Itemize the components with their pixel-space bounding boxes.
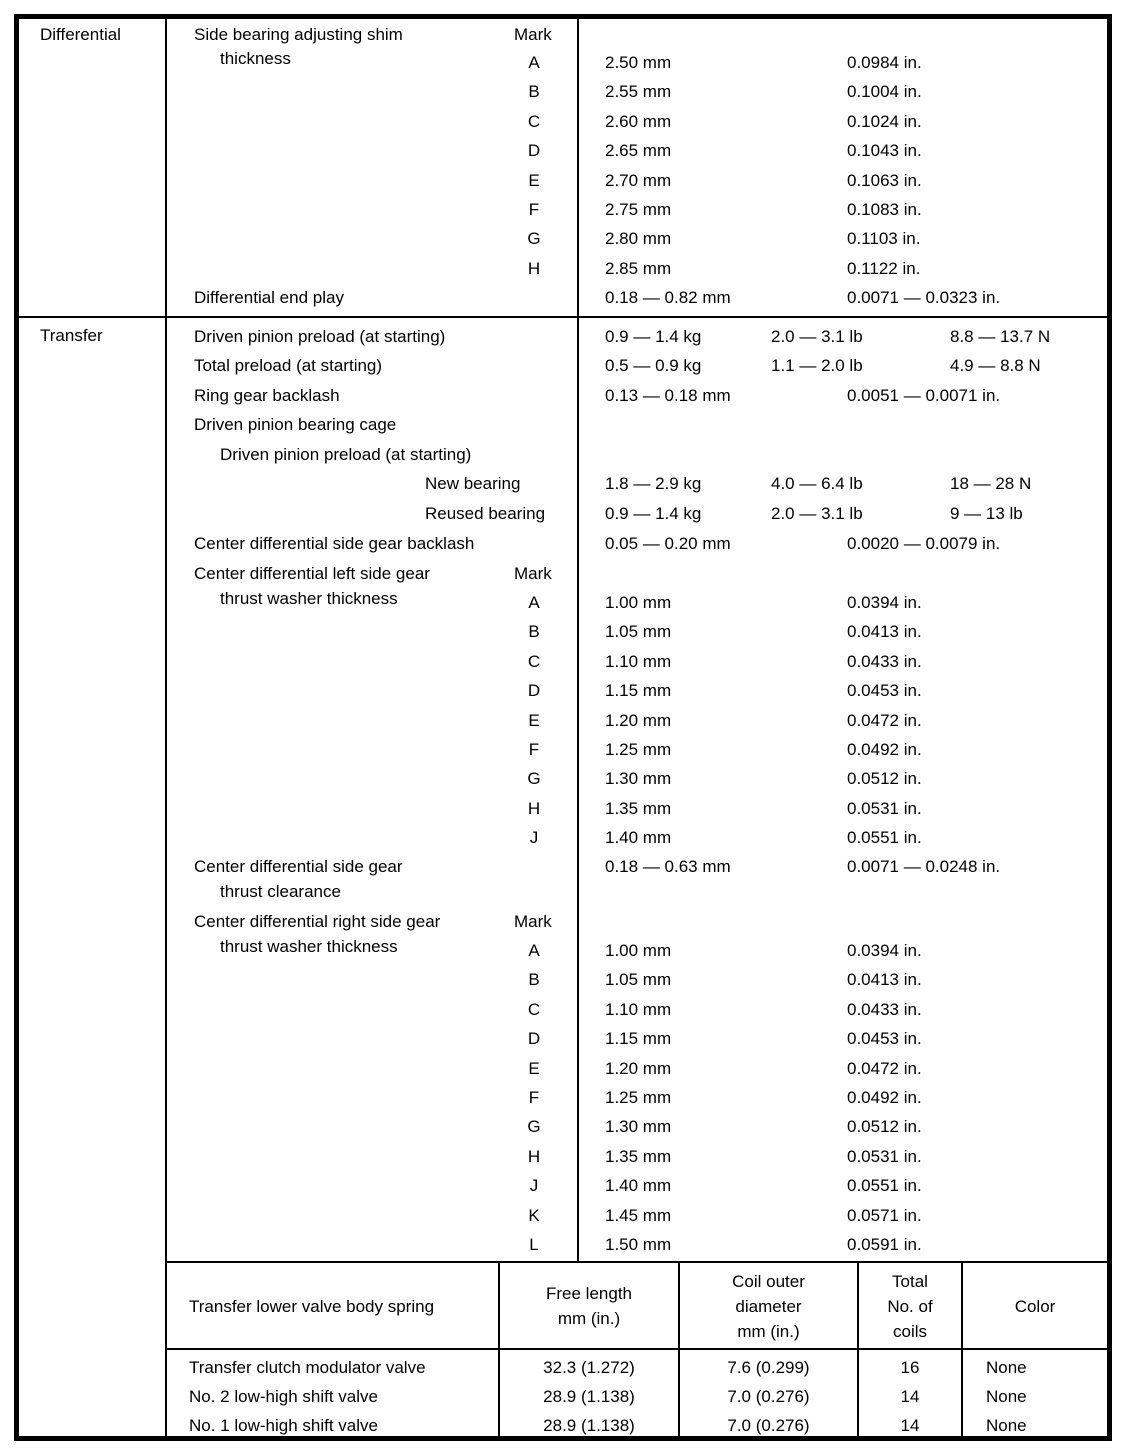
mark-letter: K <box>528 1205 540 1225</box>
spring-name: No. 1 low-high shift valve <box>189 1416 378 1435</box>
value-in: 0.1083 in. <box>847 200 922 219</box>
value-in: 0.0433 in. <box>847 999 922 1019</box>
mark-letter: D <box>527 141 541 161</box>
mark-letter: J <box>529 828 539 848</box>
spring-header-total: Total <box>892 1272 928 1291</box>
spring-header-coil-unit: mm (in.) <box>737 1322 800 1341</box>
left-washer-label-cont: thrust washer thickness <box>220 589 398 608</box>
spring-total-coils: 14 <box>900 1416 920 1435</box>
new-bearing-label: New bearing <box>425 474 521 493</box>
mark-letter: F <box>528 740 540 759</box>
value-mm: 1.45 mm <box>605 1205 672 1225</box>
value-mm: 2.70 mm <box>605 170 672 190</box>
value-in: 0.0394 in. <box>847 941 922 960</box>
mark-letter: H <box>527 258 541 278</box>
driven-pinion-preload-lb: 2.0 — 3.1 lb <box>771 327 863 346</box>
value-mm: 1.05 mm <box>605 970 672 990</box>
mark-letter: C <box>527 111 541 131</box>
value-mm: 1.50 mm <box>605 1235 672 1254</box>
mark-letter: G <box>527 229 541 249</box>
value-mm: 1.35 mm <box>605 1146 672 1166</box>
reused-bearing-n: 9 — 13 lb <box>950 504 1023 523</box>
value-mm: 1.20 mm <box>605 710 672 730</box>
divider <box>14 316 1112 318</box>
mark-letter: G <box>527 769 541 789</box>
mark-letter: J <box>529 1176 539 1196</box>
divider <box>165 1348 1112 1350</box>
spring-total-coils: 16 <box>900 1358 920 1377</box>
value-in: 0.1063 in. <box>847 170 922 190</box>
value-mm: 1.20 mm <box>605 1058 672 1078</box>
driven-pinion-preload-n: 8.8 — 13.7 N <box>950 327 1051 346</box>
value-in: 0.0531 in. <box>847 1146 922 1166</box>
mark-letter: A <box>528 53 540 72</box>
value-mm: 1.15 mm <box>605 681 672 701</box>
spring-free-length: 32.3 (1.272) <box>543 1358 635 1377</box>
mark-letter: F <box>528 200 540 219</box>
driven-pinion-preload-label: Driven pinion preload (at starting) <box>194 327 446 346</box>
section-transfer: Transfer <box>40 326 103 345</box>
spring-header-name: Transfer lower valve body spring <box>189 1297 435 1316</box>
value-mm: 2.60 mm <box>605 111 672 131</box>
value-mm: 1.30 mm <box>605 769 672 789</box>
value-in: 0.0492 in. <box>847 1088 922 1107</box>
mark-letter: A <box>528 593 540 612</box>
value-mm: 1.35 mm <box>605 798 672 818</box>
mark-letter: E <box>528 710 540 730</box>
spring-coil-diameter: 7.0 (0.276) <box>727 1387 810 1406</box>
mark-letter: H <box>527 798 541 818</box>
value-mm: 1.00 mm <box>605 941 672 960</box>
value-mm: 1.00 mm <box>605 593 672 612</box>
new-bearing-n: 18 — 28 N <box>950 474 1032 493</box>
value-in: 0.1043 in. <box>847 141 922 161</box>
right-washer-label-cont: thrust washer thickness <box>220 937 398 956</box>
value-in: 0.0413 in. <box>847 622 922 642</box>
total-preload-kg: 0.5 — 0.9 kg <box>605 356 702 375</box>
side-gear-backlash-label: Center differential side gear backlash <box>194 534 475 553</box>
spring-header-coil: Coil outer <box>732 1272 805 1291</box>
mark-letter: C <box>527 999 541 1019</box>
end-play-label: Differential end play <box>194 288 344 307</box>
total-preload-label: Total preload (at starting) <box>194 356 383 375</box>
right-washer-label: Center differential right side gear <box>194 912 441 931</box>
ring-gear-backlash-in: 0.0051 — 0.0071 in. <box>847 386 1001 405</box>
value-in: 0.0571 in. <box>847 1205 922 1225</box>
mark-letter: B <box>528 82 540 102</box>
value-in: 0.0591 in. <box>847 1235 922 1254</box>
spring-header-coil-2: diameter <box>735 1297 802 1316</box>
divider <box>961 1262 963 1441</box>
mark-letter: D <box>527 1029 541 1049</box>
spring-color: None <box>986 1358 1027 1377</box>
spring-coil-diameter: 7.6 (0.299) <box>727 1358 810 1377</box>
driven-pinion-preload-kg: 0.9 — 1.4 kg <box>605 327 702 346</box>
shim-label-cont: thickness <box>220 49 291 68</box>
value-in: 0.0472 in. <box>847 1058 922 1078</box>
new-bearing-lb: 4.0 — 6.4 lb <box>771 474 863 493</box>
value-mm: 2.75 mm <box>605 200 672 219</box>
value-in: 0.1122 in. <box>847 258 921 278</box>
end-play-in: 0.0071 — 0.0323 in. <box>847 288 1001 307</box>
value-mm: 2.50 mm <box>605 53 672 72</box>
spring-header-free-length-unit: mm (in.) <box>557 1309 621 1328</box>
mark-letter: E <box>528 1058 540 1078</box>
mark-header: Mark <box>514 912 552 931</box>
spring-name: No. 2 low-high shift valve <box>189 1387 378 1406</box>
value-in: 0.0531 in. <box>847 798 922 818</box>
divider <box>577 14 579 1263</box>
thrust-clearance-label-cont: thrust clearance <box>220 882 341 901</box>
mark-letter: D <box>527 681 541 701</box>
spring-name: Transfer clutch modulator valve <box>189 1358 426 1377</box>
ring-gear-backlash-label: Ring gear backlash <box>194 386 340 405</box>
left-washer-label: Center differential left side gear <box>194 564 430 583</box>
value-mm: 1.40 mm <box>605 1176 672 1196</box>
value-mm: 1.30 mm <box>605 1117 672 1137</box>
value-in: 0.1024 in. <box>847 111 922 131</box>
side-gear-backlash-in: 0.0020 — 0.0079 in. <box>847 534 1001 553</box>
thrust-clearance-in: 0.0071 — 0.0248 in. <box>847 857 1001 876</box>
mark-letter: A <box>528 941 540 960</box>
spring-total-coils: 14 <box>900 1387 920 1406</box>
mark-letter: F <box>528 1088 540 1107</box>
divider <box>165 14 167 1441</box>
value-mm: 2.55 mm <box>605 82 672 102</box>
divider <box>165 1261 1112 1263</box>
value-mm: 1.05 mm <box>605 622 672 642</box>
total-preload-n: 4.9 — 8.8 N <box>950 356 1041 375</box>
value-mm: 1.15 mm <box>605 1029 672 1049</box>
value-mm: 1.25 mm <box>605 1088 672 1107</box>
value-mm: 2.85 mm <box>605 258 672 278</box>
value-mm: 1.40 mm <box>605 828 672 848</box>
spring-color: None <box>986 1387 1027 1406</box>
mark-letter: H <box>527 1146 541 1166</box>
spring-header-total-3: coils <box>892 1322 927 1341</box>
value-in: 0.0512 in. <box>847 769 922 789</box>
value-mm: 1.10 mm <box>605 651 672 671</box>
section-differential: Differential <box>40 25 121 44</box>
mark-letter: C <box>527 651 541 671</box>
spring-free-length: 28.9 (1.138) <box>543 1416 635 1435</box>
value-in: 0.0472 in. <box>847 710 922 730</box>
total-preload-lb: 1.1 — 2.0 lb <box>771 356 863 375</box>
reused-bearing-label: Reused bearing <box>425 504 546 523</box>
shim-label: Side bearing adjusting shim <box>194 25 403 44</box>
mark-letter: L <box>529 1235 539 1254</box>
value-in: 0.1004 in. <box>847 82 922 102</box>
value-in: 0.0551 in. <box>847 1176 922 1196</box>
mark-header: Mark <box>514 25 552 44</box>
mark-letter: E <box>528 170 540 190</box>
value-in: 0.1103 in. <box>847 229 921 249</box>
value-mm: 2.80 mm <box>605 229 672 249</box>
value-in: 0.0984 in. <box>847 53 922 72</box>
bearing-cage-sublabel: Driven pinion preload (at starting) <box>220 445 472 464</box>
value-in: 0.0453 in. <box>847 681 922 701</box>
value-in: 0.0551 in. <box>847 828 922 848</box>
value-mm: 1.10 mm <box>605 999 672 1019</box>
new-bearing-kg: 1.8 — 2.9 kg <box>605 474 702 493</box>
value-mm: 2.65 mm <box>605 141 672 161</box>
spec-table-frame <box>14 14 1112 1441</box>
ring-gear-backlash-mm: 0.13 — 0.18 mm <box>605 386 731 405</box>
spring-color: None <box>986 1416 1027 1435</box>
spring-header-total-2: No. of <box>887 1297 933 1316</box>
mark-letter: B <box>528 622 540 642</box>
value-in: 0.0453 in. <box>847 1029 922 1049</box>
thrust-clearance-mm: 0.18 — 0.63 mm <box>605 857 731 876</box>
mark-letter: G <box>527 1117 541 1137</box>
mark-letter: B <box>528 970 540 990</box>
value-mm: 1.25 mm <box>605 740 672 759</box>
bearing-cage-label: Driven pinion bearing cage <box>194 415 397 434</box>
spring-header-free-length: Free length <box>546 1284 632 1303</box>
value-in: 0.0394 in. <box>847 593 922 612</box>
thrust-clearance-label: Center differential side gear <box>194 857 403 876</box>
mark-header: Mark <box>514 564 552 583</box>
value-in: 0.0492 in. <box>847 740 922 759</box>
spring-header-color: Color <box>1014 1297 1056 1316</box>
reused-bearing-kg: 0.9 — 1.4 kg <box>605 504 702 523</box>
value-in: 0.0512 in. <box>847 1117 922 1137</box>
value-in: 0.0413 in. <box>847 970 922 990</box>
reused-bearing-lb: 2.0 — 3.1 lb <box>771 504 863 523</box>
side-gear-backlash-mm: 0.05 — 0.20 mm <box>605 534 731 553</box>
spring-free-length: 28.9 (1.138) <box>543 1387 635 1406</box>
value-in: 0.0433 in. <box>847 651 922 671</box>
spring-coil-diameter: 7.0 (0.276) <box>727 1416 810 1435</box>
end-play-mm: 0.18 — 0.82 mm <box>605 288 731 307</box>
